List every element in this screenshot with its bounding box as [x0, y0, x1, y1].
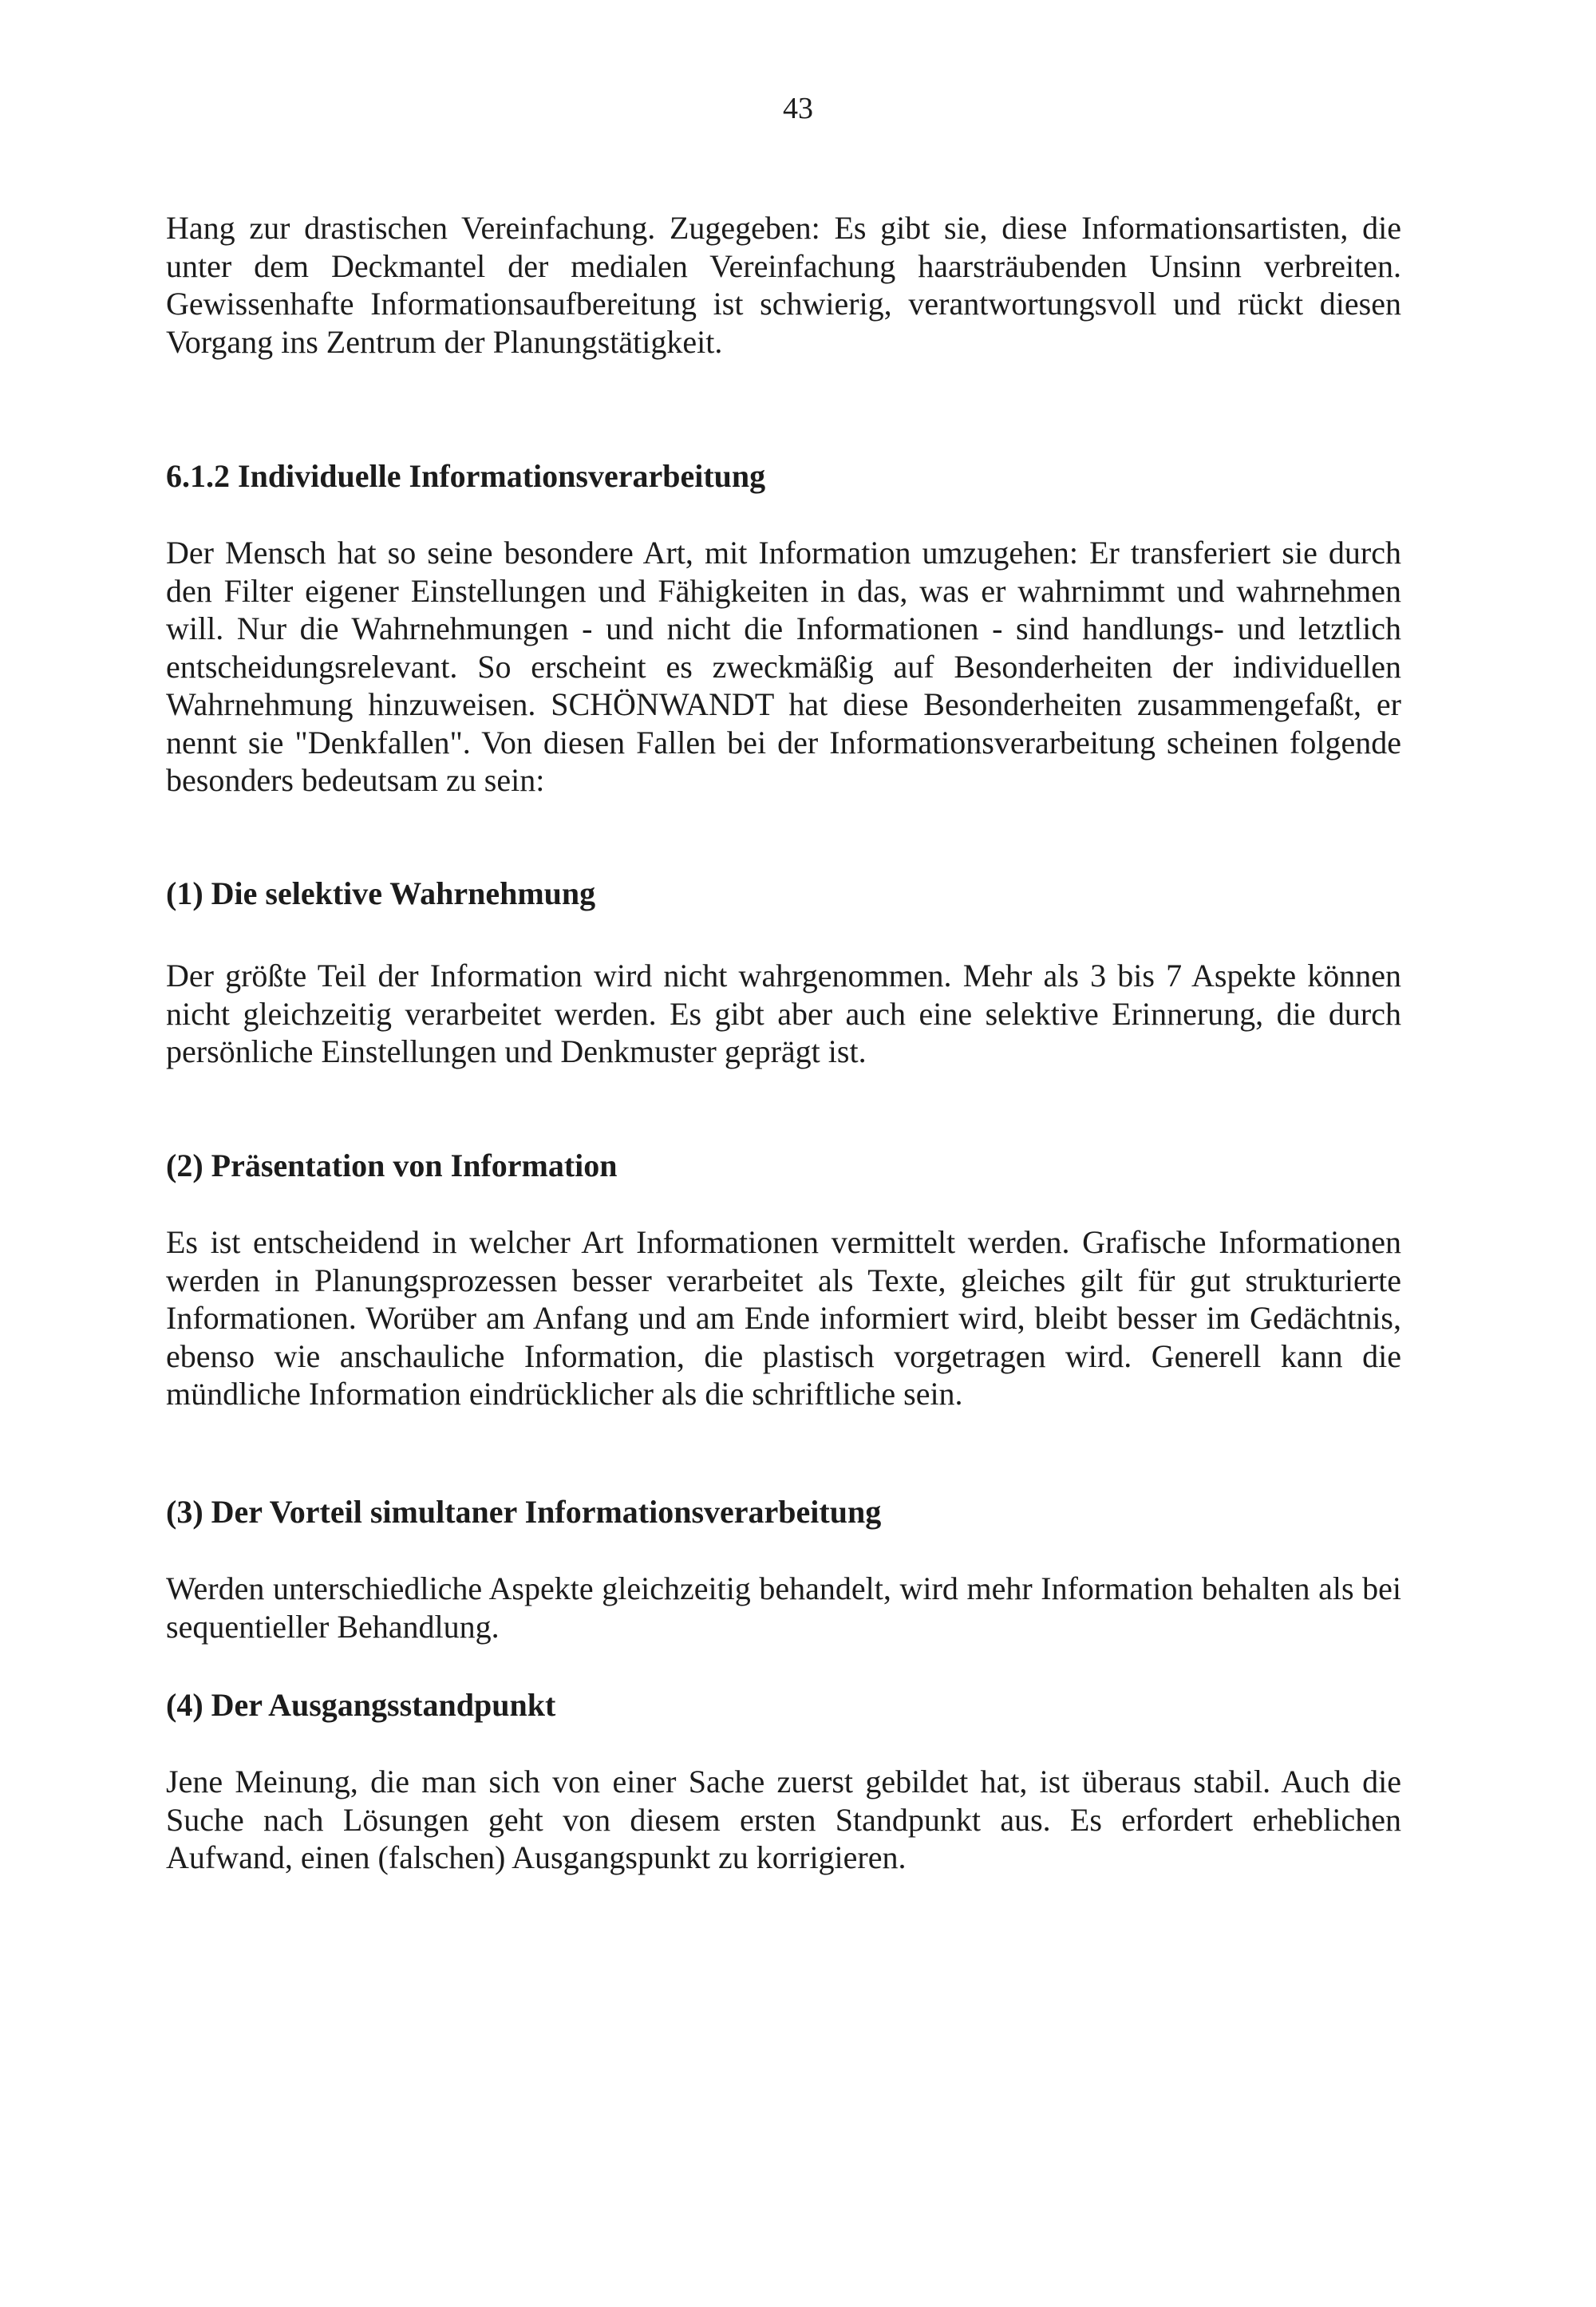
item1-paragraph: Der größte Teil der Information wird nicht wahrgenommen. Mehr als 3 bis 7 Aspekte können nicht gleichzeitig verarbeitet werden. Es gibt aber auch eine selektive Erinnerung, die durch persönliche Einstellungen und Denkmuster geprägt ist.: [166, 958, 1401, 1069]
item2-paragraph: Es ist entscheidend in welcher Art Informationen vermittelt werden. Grafische Informationen werden in Planungsprozessen besser verarbeitet als Texte, gleiches gilt für gut strukturierte Informationen. Worüber am Anfang und am Ende informiert wird, bleibt besser im Gedächtnis, ebenso wie anschauliche Information, die plastisch vorgetragen wird. Generell kann die mündliche Information eindrücklicher als die schriftliche sein.: [166, 1224, 1401, 1412]
section-heading: 6.1.2 Individuelle Informationsverarbeitung: [166, 458, 766, 494]
item2-title: (2) Präsentation von Information: [166, 1148, 618, 1183]
item4-paragraph: Jene Meinung, die man sich von einer Sache zuerst gebildet hat, ist überaus stabil. Auch die Suche nach Lösungen geht von diesem ersten Standpunkt aus. Es erfordert erheblichen Aufwand, einen (falschen) Ausgangspunkt zu korrigieren.: [166, 1764, 1401, 1875]
item1-title: (1) Die selektive Wahrnehmung: [166, 875, 596, 911]
item3-paragraph: Werden unterschiedliche Aspekte gleichzeitig behandelt, wird mehr Information behalten als bei sequentieller Behandlung.: [166, 1570, 1401, 1645]
page-number: 43: [783, 92, 813, 125]
intro-paragraph: Hang zur drastischen Vereinfachung. Zugegeben: Es gibt sie, diese Informationsartisten, die unter dem Deckmantel der medialen Vereinfachung haarsträubenden Unsinn verbreiten. Gewissenhafte Informationsaufbereitung ist schwierig, verantwortungsvoll und rückt diesen Vorgang ins Zentrum der Planungstätigkeit.: [166, 210, 1401, 360]
item3-title: (3) Der Vorteil simultaner Informationsverarbeitung: [166, 1494, 882, 1530]
section-intro-paragraph: Der Mensch hat so seine besondere Art, mit Information umzugehen: Er transferiert sie durch den Filter eigener Einstellungen und Fähigkeiten in das, was er wahrnimmt und wahrnehmen will. Nur die Wahrnehmungen - und nicht die Informationen - sind handlungs- und letztlich entscheidungsrelevant. So erscheint es zweckmäßig auf Besonderheiten der individuellen Wahrnehmung hinzuweisen. SCHÖNWANDT hat diese Besonderheiten zusammengefaßt, er nennt sie "Denkfallen". Von diesen Fallen bei der Informationsverarbeitung scheinen folgende besonders bedeutsam zu sein:: [166, 535, 1401, 798]
item4-title: (4) Der Ausgangsstandpunkt: [166, 1687, 556, 1723]
